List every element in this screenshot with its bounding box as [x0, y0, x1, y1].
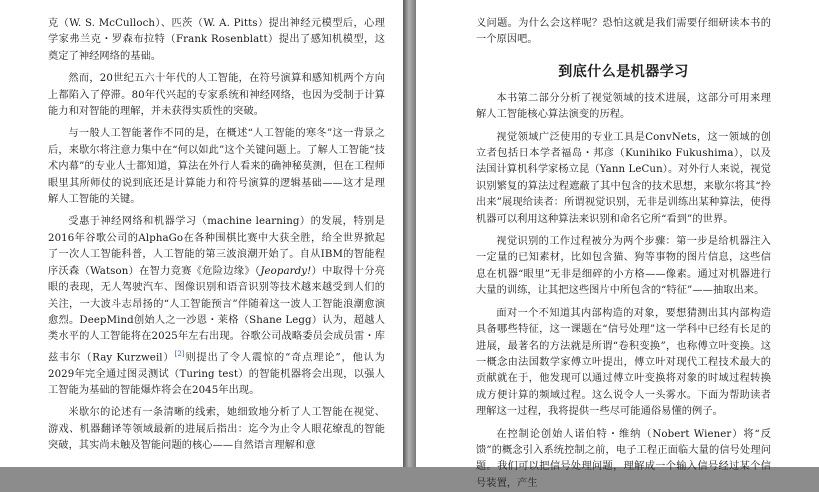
left-paragraph-3-part-c: 则提出了令人震惊的“奇点理论”，他认为2029年完全通过图灵测试（Turing test）的智能机器将会出现，以强人工智能为基础的智能爆炸将会在2045年出现。 [48, 352, 385, 396]
left-paragraph-3-part-b: ）中取得十分亮眼的表现，无人驾驶汽车、图像识别和语音识别等技术越来越受到人们的关注，一大波斗志昂扬的“人工智能预言”伴随着这一波人工智能浪潮愈演愈烈。DeepMind创始人之一沙恩・莱格（Shane Legg）认为，超越人类水平的人工智能将在2025年左右出现。谷歌公司战略委员会成员雷・库兹韦尔（Ray Kurzweil） [48, 265, 386, 364]
left-paragraph-2: 与一般人工智能著作不同的是，在概述“人工智能的寒冬”这一背景之后，来歇尔将注意力集中在“何以如此”这个关键问题上。了解人工智能“技术内幕”的专业人士都知道，算法在外行人看来的确神秘莫测，但在工程师眼里其所师仗的说到底还是计算能力和符号演算的逻辑基础——这才是理解人工智能的关键。 [48, 128, 385, 206]
right-paragraph-5: 在控制论创始人诺伯特・维纳（Nobert Wiener）将“反馈”的概念引入系统控制之前，电子工程正面临大量的信号处理问题。我们可以把信号处理问题，理解成一个输入信号经过某个信号装置，产生 [476, 428, 771, 489]
left-paragraph-3 [48, 214, 385, 399]
right-paragraph-4: 面对一个不知道其内部构造的对象，要想猜测出其内部构造具备哪些特征，这一课题在“信号处理”这一学科中已经有长足的进展，最著名的方法就是所谓“卷积变换”，也称傅立叶变换。这一概念由法国数学家傅立叶提出，傅立叶对现代工程技术最大的贡献就在于，他发现可以通过傅立叶变换将对象的时域过程转换成方便计算的频域过程。这么说令人一头雾水。下面为帮助读者理解这一过程，我将提供一些尽可能通俗易懂的例子。 [476, 307, 771, 418]
right-paragraph-3: 视觉识别的工作过程被分为两个步骤：第一步是给机器注入一定量的已知素材，比如包含猫、狗等事物的图片信息，这些信息在机器“眼里”无非是细碎的小方格——像素。通过对机器进行大量的训练，让其把这些图片中所包含的“特征”——抽取出来。 [476, 236, 771, 297]
left-paragraph-3-part-a: 受惠于神经网络和机器学习（machine learning）的发展，特别是2016年谷歌公司的AlphaGo在各种围棋比赛中大获全胜，给全世界掀起了一次人工智能科普，人工智能的第三波浪潮开始了。自从IBM的智能程序沃森（Watson）在智力竞赛《危险边缘》（ [48, 216, 385, 277]
left-page [0, 0, 403, 467]
left-paragraph-1: 然而，20世纪五六十年代的人工智能，在符号演算和感知机两个方向上都陷入了停滞。80年代兴起的专家系统和神经网络，也因为受制于计算能力和对智能的理解，并未获得实质性的突破。 [48, 73, 385, 118]
left-paragraph-0: 克（W. S. McCulloch）、匹茨（W. A. Pitts）提出神经元模型后，心理学家弗兰克・罗森布拉特（Frank Rosenblatt）提出了感知机模型，这奠定了神经网络的基础。 [48, 18, 385, 62]
jeopardy-title: Jeopardy! [260, 265, 312, 277]
right-paragraph-2: 视觉领域广泛使用的专业工具是ConvNets，这一领域的创立者包括日本学者福岛・邦彦（Kunihiko Fukushima），以及法国计算机科学家杨立昆（Yann LeCun）。对外行人来说，视觉识别繁复的算法过程遮蔽了其中包含的技术思想，来歇尔将其“拎出来”展现给读者：所谓视觉识别，无非是训练出某种算法，使得机器可以利用这种算法来识别和命名它所“看到”的世界。 [476, 131, 771, 225]
left-paragraph-4: 米歇尔的论述有一条清晰的线索，她细致地分析了人工智能在视觉、游戏、机器翻译等领域最新的进展后指出：迄今为止令人眼花缭乱的智能突破，其实尚未触及智能问题的核心——自然语言理解和意 [48, 407, 385, 452]
right-lead-text: 义问题。为什么会这样呢？恐怕这就是我们需要仔细研读本书的一个原因吧。 [476, 18, 771, 46]
right-page [416, 0, 819, 489]
right-paragraph-1: 本书第二部分分析了视觉领域的技术进展，这部分可用来理解人工智能核心算法演变的历程。 [476, 92, 771, 121]
section-heading: 到底什么是机器学习 [558, 63, 689, 80]
book-gutter [403, 0, 416, 467]
footnote-ref-2[interactable]: [2] [174, 349, 185, 358]
